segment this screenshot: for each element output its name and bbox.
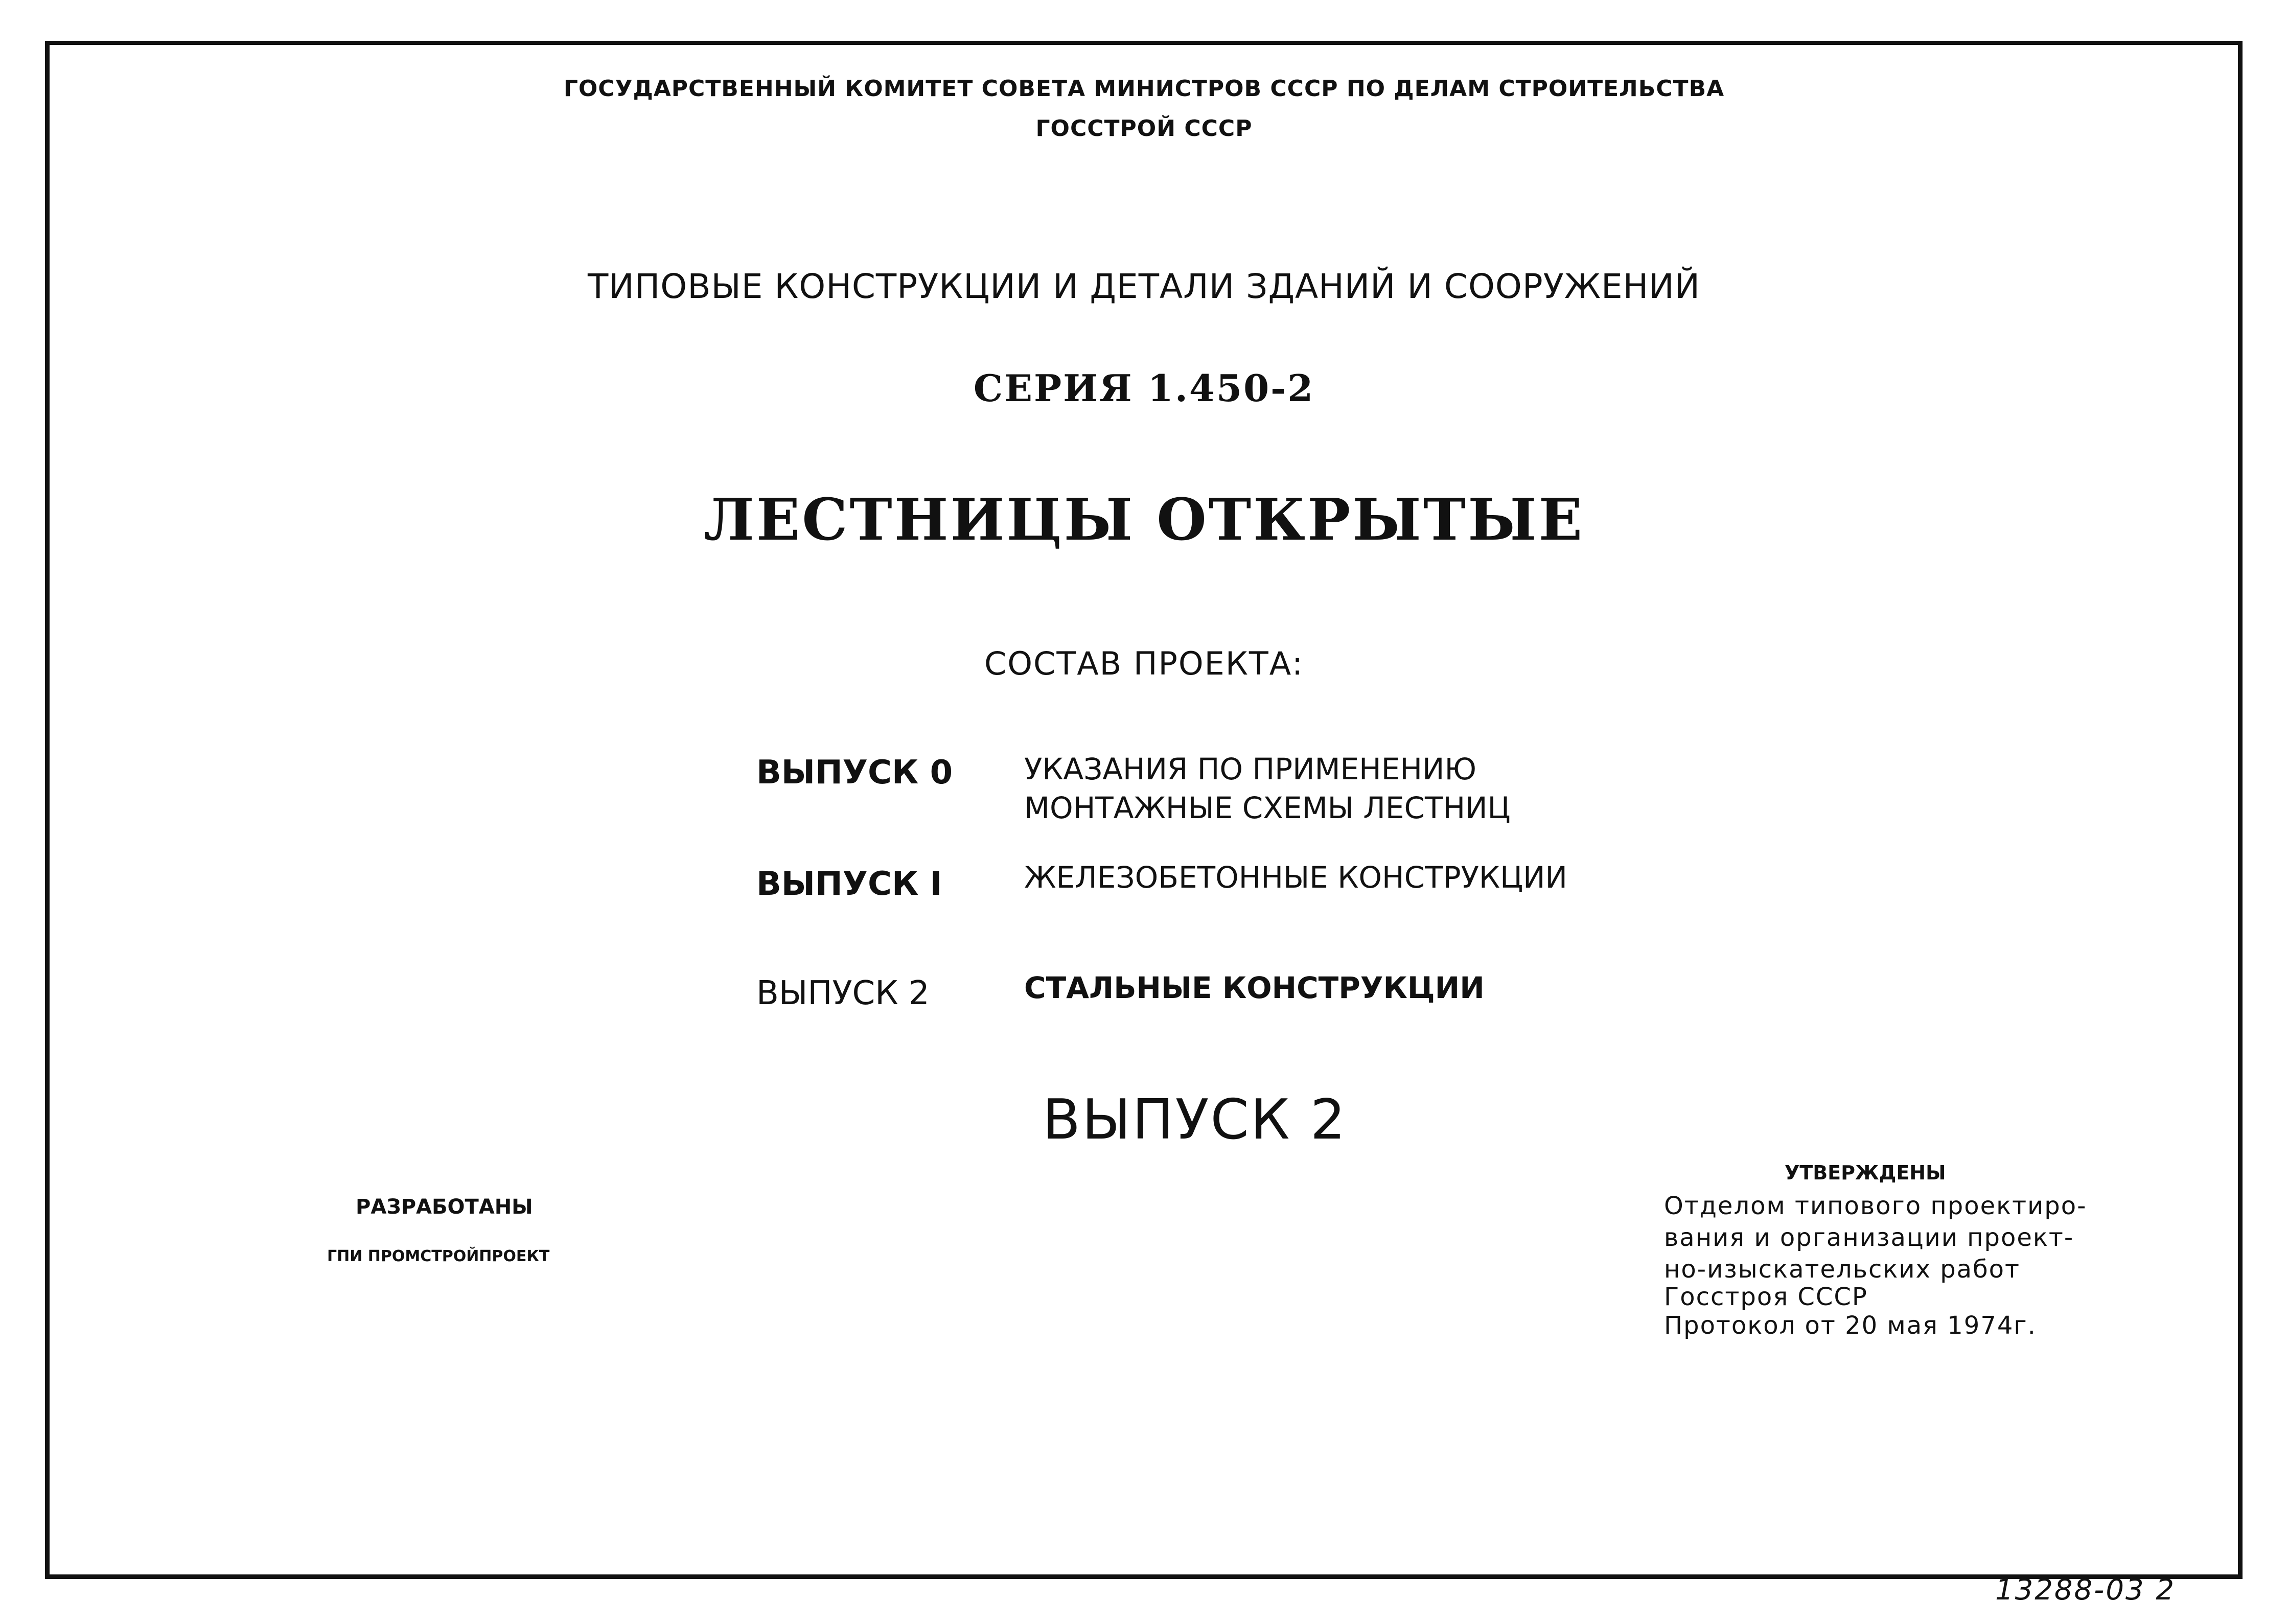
approval-protocol-line: Протокол от 20 мая 1974г. <box>1664 1311 2037 1340</box>
approval-line-4: Госстроя СССР <box>1664 1283 1868 1311</box>
series-number: СЕРИЯ 1.450-2 <box>973 366 1315 410</box>
volume-0-label: ВЫПУСК 0 <box>756 754 953 792</box>
volume-0-description-line-2: МОНТАЖНЫЕ СХЕМЫ ЛЕСТНИЦ <box>1024 791 1511 825</box>
sheet-number: 13288-03 2 <box>1995 1573 2176 1607</box>
volume-1-description: ЖЕЛЕЗОБЕТОННЫЕ КОНСТРУКЦИИ <box>1024 860 1567 895</box>
volume-1-label: ВЫПУСК I <box>756 865 942 903</box>
approval-line-1: Отделом типового проектиро- <box>1664 1192 2087 1220</box>
project-composition-heading: СОСТАВ ПРОЕКТА: <box>984 645 1304 682</box>
volume-2-label: ВЫПУСК 2 <box>756 975 930 1012</box>
document-title: ЛЕСТНИЦЫ ОТКРЫТЫЕ <box>703 486 1585 553</box>
agency-short-name: ГОССТРОЙ СССР <box>1035 115 1253 142</box>
typical-structures-heading: ТИПОВЫЕ КОНСТРУКЦИИ И ДЕТАЛИ ЗДАНИЙ И СООРУЖЕНИЙ <box>587 267 1701 306</box>
developer-organization: ГПИ ПРОМСТРОЙПРОЕКТ <box>327 1247 550 1265</box>
committee-name: ГОСУДАРСТВЕННЫЙ КОМИТЕТ СОВЕТА МИНИСТРОВ СССР ПО ДЕЛАМ СТРОИТЕЛЬСТВА <box>563 76 1725 102</box>
approval-line-2: вания и организации проект- <box>1664 1223 2074 1252</box>
approved-by-label: УТВЕРЖДЕНЫ <box>1785 1162 1946 1184</box>
current-volume-title: ВЫПУСК 2 <box>1043 1088 1347 1152</box>
developed-by-label: РАЗРАБОТАНЫ <box>356 1195 533 1219</box>
approval-line-3: но-изыскательских работ <box>1664 1255 2020 1284</box>
volume-0-description-line-1: УКАЗАНИЯ ПО ПРИМЕНЕНИЮ <box>1024 752 1477 786</box>
volume-2-description: СТАЛЬНЫЕ КОНСТРУКЦИИ <box>1024 970 1485 1005</box>
